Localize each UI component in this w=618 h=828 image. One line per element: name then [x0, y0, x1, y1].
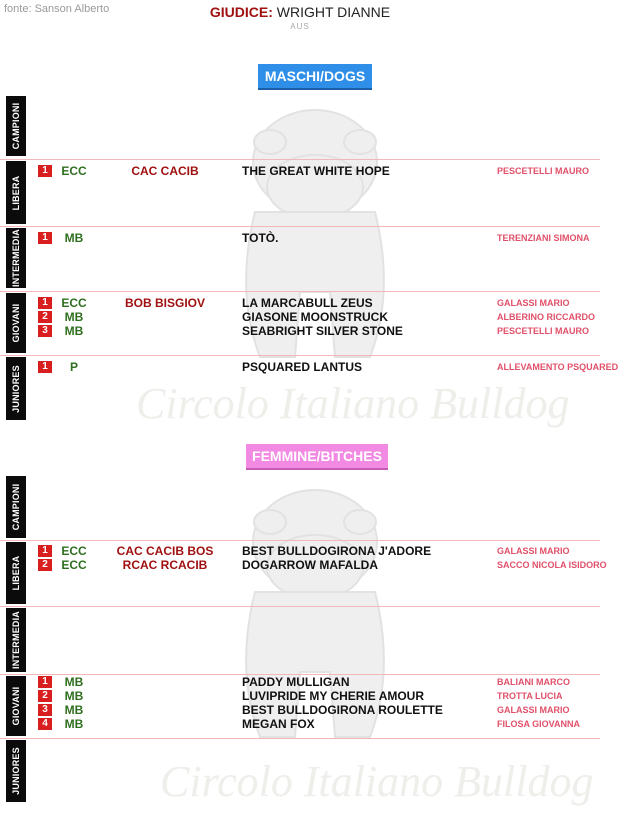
result-row — [0, 324, 600, 338]
section-banner-bitches: FEMMINE/BITCHES — [246, 444, 388, 470]
place-badge: 1 — [38, 361, 52, 373]
qualification: MB — [64, 689, 84, 703]
owner-name: ALBERINO RICCARDO — [497, 312, 595, 322]
owner-name: TERENZIANI SIMONA — [497, 233, 590, 243]
qualification: MB — [64, 703, 84, 717]
class-name: JUNIORES — [11, 364, 21, 413]
divider — [0, 226, 600, 227]
place-badge: 2 — [38, 559, 52, 571]
result-row — [0, 675, 600, 689]
place-badge: 3 — [38, 325, 52, 337]
award-title: CAC CACIB BOS — [116, 544, 214, 558]
result-row — [0, 703, 600, 717]
result-row — [0, 360, 618, 374]
class-label-campioni — [6, 96, 26, 156]
class-label-campioni — [6, 476, 26, 538]
award-title: RCAC RCACIB — [122, 558, 208, 572]
award-title: CAC CACIB — [131, 164, 199, 178]
place-badge: 3 — [38, 704, 52, 716]
class-label-juniores — [6, 740, 26, 802]
place-badge: 2 — [38, 311, 52, 323]
result-row — [0, 164, 600, 178]
section-banner-dogs: MASCHI/DOGS — [258, 64, 372, 90]
dog-name: LUVIPRIDE MY CHERIE AMOUR — [242, 689, 425, 703]
place-badge: 1 — [38, 545, 52, 557]
owner-name: GALASSI MARIO — [497, 705, 570, 715]
owner-name: SACCO NICOLA ISIDORO — [497, 560, 607, 570]
dog-name: DOGARROW MAFALDA — [242, 558, 378, 572]
owner-name: PESCETELLI MAURO — [497, 166, 590, 176]
dog-name: TOTÒ. — [242, 231, 279, 245]
place-badge: 1 — [38, 297, 52, 309]
result-row — [0, 231, 600, 245]
dog-name: PADDY MULLIGAN — [242, 675, 350, 689]
qualification: MB — [64, 324, 84, 338]
result-row — [0, 558, 607, 572]
owner-name: GALASSI MARIO — [497, 298, 570, 308]
place-badge: 2 — [38, 690, 52, 702]
dog-name: SEABRIGHT SILVER STONE — [242, 324, 403, 338]
result-row — [0, 296, 600, 310]
qualification: ECC — [61, 164, 87, 178]
class-label-intermedia — [6, 608, 26, 672]
divider — [0, 606, 600, 607]
result-row — [0, 717, 600, 731]
class-name: INTERMEDIA — [11, 229, 21, 287]
divider — [0, 540, 600, 541]
judge-label: GIUDICE: — [209, 4, 273, 20]
owner-name: GALASSI MARIO — [497, 546, 570, 556]
result-row — [0, 310, 600, 324]
dog-name: LA MARCABULL ZEUS — [242, 296, 373, 310]
owner-name: TROTTA LUCIA — [497, 691, 563, 701]
qualification: ECC — [61, 558, 87, 572]
award-title: BOB BISGIOV — [124, 296, 205, 310]
judge-heading — [0, 4, 600, 20]
class-name: LIBERA — [11, 555, 21, 591]
dog-name: PSQUARED LANTUS — [242, 360, 363, 374]
qualification: MB — [64, 310, 84, 324]
judge-country: AUS — [290, 22, 310, 31]
class-name: LIBERA — [11, 175, 21, 210]
qualification: MB — [64, 675, 84, 689]
place-badge: 1 — [38, 676, 52, 688]
divider — [0, 738, 600, 739]
class-name: CAMPIONI — [11, 483, 21, 531]
owner-name: ALLEVAMENTO PSQUARED — [497, 362, 618, 372]
dog-name: GIASONE MOONSTRUCK — [242, 310, 389, 324]
class-name: INTERMEDIA — [11, 611, 21, 669]
credit-text: fonte: Sanson Alberto — [4, 3, 110, 15]
dog-name: BEST BULLDOGIRONA J'ADORE — [242, 544, 432, 558]
qualification: P — [69, 360, 78, 374]
owner-name: PESCETELLI MAURO — [497, 326, 590, 336]
class-name: CAMPIONI — [11, 102, 21, 150]
qualification: ECC — [61, 544, 87, 558]
divider — [0, 291, 600, 292]
place-badge: 1 — [38, 165, 52, 177]
class-name: GIOVANI — [11, 303, 21, 343]
qualification: ECC — [61, 296, 87, 310]
place-badge: 4 — [38, 718, 52, 730]
judge-name: WRIGHT DIANNE — [276, 4, 391, 20]
watermark-text: Circolo Italiano Bulldog — [136, 379, 570, 428]
result-row — [0, 689, 600, 703]
dog-name: THE GREAT WHITE HOPE — [242, 164, 390, 178]
divider — [0, 355, 600, 356]
dog-name: MEGAN FOX — [242, 717, 315, 731]
dog-name: BEST BULLDOGIRONA ROULETTE — [242, 703, 443, 717]
qualification: MB — [64, 231, 84, 245]
owner-name: BALIANI MARCO — [497, 677, 570, 687]
result-row — [0, 544, 600, 558]
place-badge: 1 — [38, 232, 52, 244]
watermark-text: Circolo Italiano Bulldog — [160, 757, 594, 806]
class-name: GIOVANI — [11, 686, 21, 726]
qualification: MB — [64, 717, 84, 731]
owner-name: FILOSA GIOVANNA — [497, 719, 580, 729]
divider — [0, 159, 600, 160]
class-name: JUNIORES — [11, 747, 21, 795]
